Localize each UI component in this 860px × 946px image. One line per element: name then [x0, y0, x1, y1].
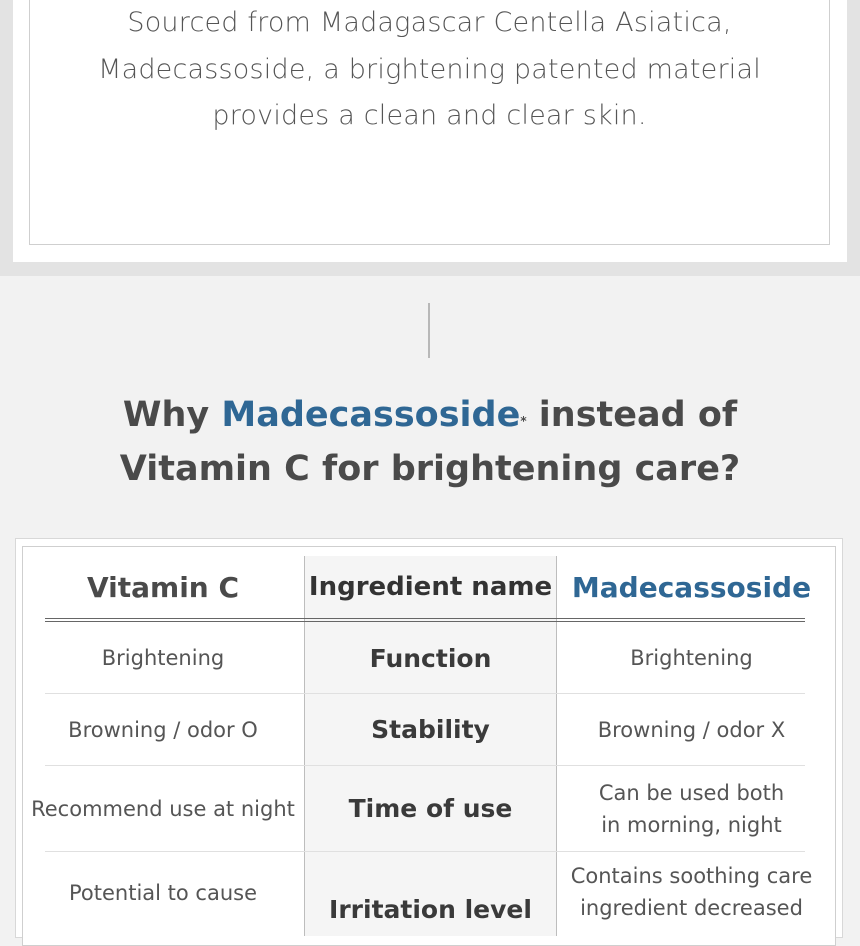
row-function-madecassoside: Brightening	[630, 646, 753, 670]
heading-highlight: Madecassoside	[221, 395, 521, 435]
row-irritation-madecassoside-line-2: ingredient decreased	[580, 896, 803, 920]
row-stability-madecassoside: Browning / odor X	[597, 717, 786, 742]
heading-line-2: Vitamin C for brightening care?	[119, 449, 741, 489]
header-madecassoside: Madecassoside	[571, 570, 812, 604]
header-vitamin-c: Vitamin C	[86, 570, 240, 604]
row-time-vitamin-c: Recommend use at night	[31, 796, 295, 821]
header-rule	[45, 618, 805, 619]
row-stability-label: Stability	[371, 715, 490, 744]
row-irritation-madecassoside-line-1: Contains soothing care	[570, 864, 813, 888]
heading-prefix: Why	[122, 395, 222, 435]
heading-line-1	[0, 388, 860, 442]
row-time-madecassoside	[558, 766, 825, 851]
intro-text	[29, 0, 830, 140]
row-function-vitamin-c: Brightening	[101, 646, 225, 670]
vertical-divider	[428, 303, 430, 358]
row-time-madecassoside-line-1: Can be used both	[598, 780, 785, 805]
row-irritation-label: Irritation level	[329, 894, 532, 924]
intro-line-1: Sourced from Madagascar Centella Asiatica,	[127, 7, 732, 38]
row-irritation-madecassoside	[558, 860, 825, 932]
section-heading	[0, 388, 860, 496]
row-time-label: Time of use	[348, 794, 513, 823]
row-time-madecassoside-line-2: in morning, night	[601, 812, 782, 837]
header-rule-double	[45, 621, 805, 622]
heading-asterisk: *	[520, 414, 527, 428]
intro-line-2: Madecassoside, a brightening patented material	[98, 53, 761, 85]
intro-line-3: provides a clean and clear skin.	[212, 100, 647, 131]
row-stability-vitamin-c: Browning / odor O	[68, 717, 258, 742]
header-ingredient-name: Ingredient name	[308, 572, 553, 602]
heading-suffix: instead of	[526, 395, 738, 435]
row-divider	[45, 851, 805, 852]
row-irritation-vitamin-c: Potential to cause	[68, 881, 257, 905]
row-function-label: Function	[369, 643, 492, 673]
